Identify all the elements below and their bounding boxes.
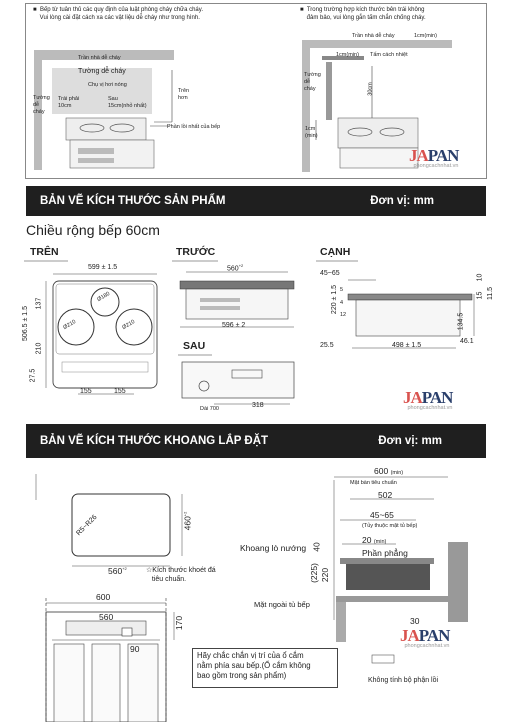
fire-left-wall-side: Tường dễ cháy [33, 95, 50, 115]
logo-3: JAPAN phongcachnhat.vn [400, 626, 450, 649]
cabinet-d600: 600 [96, 592, 111, 602]
top-d155a: 155 [80, 388, 92, 395]
cabinet-d170: 170 [174, 615, 185, 631]
fire-left-ceiling: Trần nhà dễ cháy [78, 55, 121, 61]
fire-left-min-part: Phần lồi nhất của bếp [167, 124, 221, 130]
fire-right-wall: Tường dễ cháy [304, 72, 321, 92]
install-surface: Mặt ngoài tủ bếp [254, 600, 310, 609]
front-w596: 596 ± 2 [222, 322, 246, 329]
install-std: Mặt bàn tiêu chuẩn [350, 480, 397, 486]
install-d20: 20 (min) [362, 535, 387, 545]
cutout-radius: R5~R26 [75, 513, 99, 538]
width-label: Chiều rộng bếp 60cm [26, 222, 160, 238]
top-d210b: Ø210 [121, 319, 137, 331]
section-install-title: BẢN VẼ KÍCH THƯỚC KHOANG LẮP ĐẶT [40, 435, 269, 447]
fire-note-left: ■ Bếp từ tuân thủ các quy định của luật phòng cháy chữa cháy. Vui lòng cài đặt cách xa các vật liệu dễ cháy như trong hình. [33, 7, 203, 21]
top-d137: 137 [35, 297, 43, 310]
install-d600: 600 (min) [374, 466, 404, 476]
install-d4565: 45~65 [370, 510, 394, 520]
top-d155b: 155 [114, 388, 126, 395]
side-d134: 134.5 [457, 312, 465, 331]
fire-left-hood: Chụ vị hơi nóng [88, 82, 127, 88]
side-d15: 15 [476, 291, 484, 300]
side-d115: 11.5 [487, 286, 495, 301]
view-side-label: CẠNH [320, 246, 351, 258]
fire-right-shield-gap: 1cm(min) [336, 52, 359, 58]
view-front-label: TRƯỚC [176, 246, 216, 258]
front-w560: $560^{+2}$ [227, 263, 244, 273]
section-install-unit: Đơn vị: mm [378, 435, 442, 447]
top-d180: Ø180 [96, 291, 112, 303]
fire-left-front: Trên hơn [178, 88, 190, 101]
install-d40: 40 [311, 542, 322, 552]
section-product-unit: Đơn vị: mm [370, 195, 434, 207]
view-top-label: TRÊN [30, 246, 59, 258]
fire-right-min: 1cm (min) [305, 126, 318, 139]
cutout-d460: $460^{+2}$ [182, 511, 193, 531]
top-d275: 27.5 [29, 368, 37, 383]
fire-right-shield: Tấm cách nhiệt [370, 52, 408, 58]
fire-left-gap: Trái phải 10cm [58, 96, 80, 109]
side-d10: 10 [476, 273, 484, 282]
fire-right-ceiling-gap: 1cm(min) [414, 33, 437, 39]
fire-left-wall: Tường dễ cháy [78, 68, 126, 75]
side-d220: 220 ± 1.5 [331, 284, 339, 315]
top-width: 599 ± 1.5 [88, 264, 118, 271]
section-product-title: BẢN VẼ KÍCH THƯỚC SẢN PHẨM [40, 195, 226, 207]
side-d5: 5 [340, 287, 344, 293]
cutout-note: ☆Kích thước khoét đá tiêu chuẩn. [146, 567, 216, 583]
install-flat: Phần phẳng [362, 548, 408, 558]
cabinet-d560: 560 [99, 612, 114, 622]
fire-right-ceiling: Trần nhà dễ cháy [352, 33, 395, 39]
top-depth: 506.5 ± 1.5 [21, 306, 29, 341]
install-d4565-note: (Tủy thuộc mặt tủ bếp) [362, 523, 418, 529]
side-d255: 25.5 [320, 342, 334, 349]
fire-right-height: 30cm [367, 82, 374, 96]
fire-note-right: ■ Trong trường hợp kích thước bên trái không đảm bảo, vui lòng gắn tấm chắn chống cháy. [300, 7, 426, 21]
side-d461: 46.1 [460, 338, 474, 345]
side-d498: 498 ± 1.5 [392, 342, 422, 349]
side-d4565: 45~65 [320, 270, 340, 277]
install-d225: (225) [308, 563, 319, 583]
install-oven: Khoang lò nướng [240, 543, 307, 553]
socket-note: Hãy chắc chắn vị trí của ổ cắm nằm phía sau bếp.(Ổ cắm không bao gồm trong sản phẩm) [197, 651, 311, 680]
back-d318: 318 [252, 402, 264, 409]
cutout-d560: $560^{+2}$ [108, 566, 127, 576]
logo-2: JAPAN phongcachnhat.vn [403, 388, 453, 411]
top-d210a: Ø210 [62, 319, 78, 331]
logo-1: JAPAN phongcachnhat.vn [409, 146, 459, 169]
side-d4: 4 [340, 300, 344, 306]
fire-left-back-gap: Sau 15cm(nhỏ nhất) [108, 96, 147, 109]
install-d502: 502 [378, 490, 393, 500]
back-d700: Dài 700 [200, 406, 219, 412]
top-d210: 210 [35, 342, 43, 355]
install-d30: 30 [410, 616, 420, 626]
cabinet-d90: 90 [130, 644, 140, 654]
side-d12: 12 [340, 312, 347, 318]
install-d220: 220 [320, 567, 331, 583]
view-back-label: SAU [183, 340, 206, 352]
install-excl: Không tính bộ phận lồi [368, 677, 439, 684]
